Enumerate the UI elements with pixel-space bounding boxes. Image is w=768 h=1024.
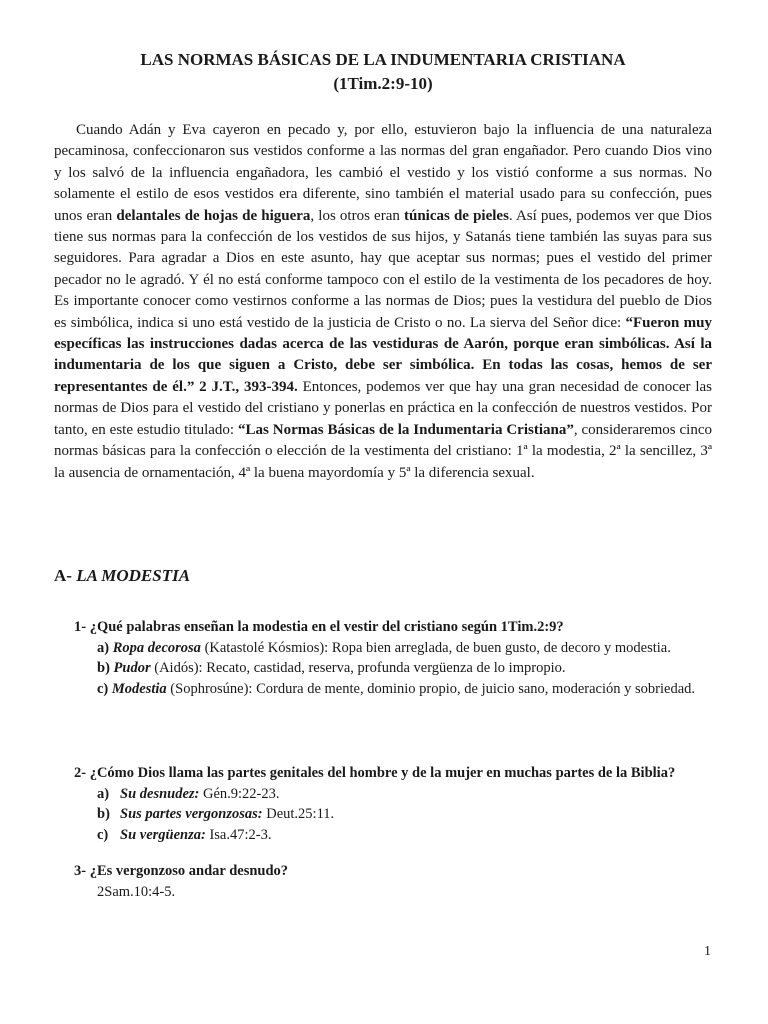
item-label: a) [97,639,113,656]
question-1-item-b [97,658,712,679]
intro-paragraph [54,120,712,484]
question-1-text: 1- ¿Qué palabras enseñan la modestia en el vestir del cristiano según 1Tim.2:9? [74,619,564,635]
question-2-item-c [97,825,712,846]
intro-quote: “Fueron muy específicas las instrucciones dadas acerca de las vestiduras de Aarón, porque eran simbólicas. Así la indumentaria de los que siguen a Cristo, debe ser simbólica. En todas las cosas, hemos de ser representantes de él.” 2 J.T., 393-394. [54,314,712,395]
section-name: LA MODESTIA [76,566,191,585]
item-definition: (Katastolé Kósmios): Ropa bien arreglada, de buen gusto, de decoro y modestia. [200,639,671,656]
intro-text-2: , los otros eran [310,207,404,224]
item-label: c) [97,826,109,843]
document-title [54,48,712,96]
item-term: Pudor [113,660,151,677]
question-1-item-a [97,638,712,659]
item-reference: Deut.25:11. [262,806,335,823]
question-3-text: 3- ¿Es vergonzoso andar desnudo? [74,863,289,879]
item-term: Su vergüenza: [120,826,206,843]
title-line-1: LAS NORMAS BÁSICAS DE LA INDUMENTARIA CRISTIANA [140,50,626,69]
item-definition: (Sophrosúne): Cordura de mente, dominio propio, de juicio sano, moderación y sobriedad. [166,680,696,697]
question-2 [74,763,712,845]
item-term: Sus partes vergonzosas: [120,806,263,823]
question-2-item-b [97,804,712,825]
intro-text-1: Cuando Adán y Eva cayeron en pecado y, por ello, estuvieron bajo la influencia de una naturaleza pecaminosa, confeccionaron sus vestidos conforme a las normas del gran engañador. Pero cuando Dios vino y los salvó de la influencia engañadora, les cambió el vestido y los vistió conforme a sus normas. No solamente el estilo de esos vestidos era diferente, sino también el material usado para su confección, pues unos eran [54,122,712,224]
intro-bold-1: delantales de hojas de higuera [116,207,311,224]
intro-text-3: . Así pues, podemos ver que Dios tiene sus normas para la confección de los vestidos de sus hijos, y Satanás tiene también las suyas para sus seguidores. Para agradar a Dios en este asunto, hay que aceptar sus normas; pues el vestido del primer pecador no le agradó. Y él no está conforme tampoco con el estilo de la vestimenta de los pecadores de hoy. Es importante conocer como vestirnos conforme a las normas de Dios; pues la vestidura del pueblo de Dios es simbólica, indica si uno está vestido de la justicia de Cristo o no. La sierva del Señor dice: [54,207,712,331]
item-label: b) [97,806,110,823]
intro-text-5: , consideraremos cinco normas básicas para la confección o elección de la vestimenta del cristiano: 1ª la modestia, 2ª la sencillez, 3ª la ausencia de ornamentación, 4ª la buena mayordomía y 5ª la diferencia sexual. [54,421,712,481]
item-term: Ropa decorosa [112,639,201,656]
item-term: Su desnudez: [120,785,200,802]
intro-bold-2: túnicas de pieles [403,207,509,224]
question-2-item-a [97,784,712,805]
intro-text-4: Entonces, podemos ver que hay una gran necesidad de conocer las normas de Dios para el vestido del cristiano y ponerlas en práctica en la confección de nuestros vestidos. Por tanto, en este estudio titulado: [54,378,712,438]
question-3 [74,861,712,902]
question-3-reference: 2Sam.10:4-5. [97,883,176,900]
page-number: 1 [704,944,711,959]
title-line-2: (1Tim.2:9-10) [333,74,433,93]
section-heading [54,566,190,586]
question-1 [74,617,712,699]
question-2-text: 2- ¿Cómo Dios llama las partes genitales del hombre y de la mujer en muchas partes de la Biblia? [74,765,676,781]
intro-study-title: “Las Normas Básicas de la Indumentaria Cristiana” [238,421,574,438]
item-reference: Gén.9:22-23. [199,785,280,802]
item-term: Modestia [111,680,167,697]
item-label: a) [97,785,110,802]
item-reference: Isa.47:2-3. [205,826,272,843]
question-1-item-c [97,679,712,700]
item-label: c) [97,680,112,697]
item-definition: (Aidós): Recato, castidad, reserva, profunda vergüenza de lo impropio. [150,660,566,677]
item-label: b) [97,660,114,677]
section-prefix: A- [54,566,77,585]
